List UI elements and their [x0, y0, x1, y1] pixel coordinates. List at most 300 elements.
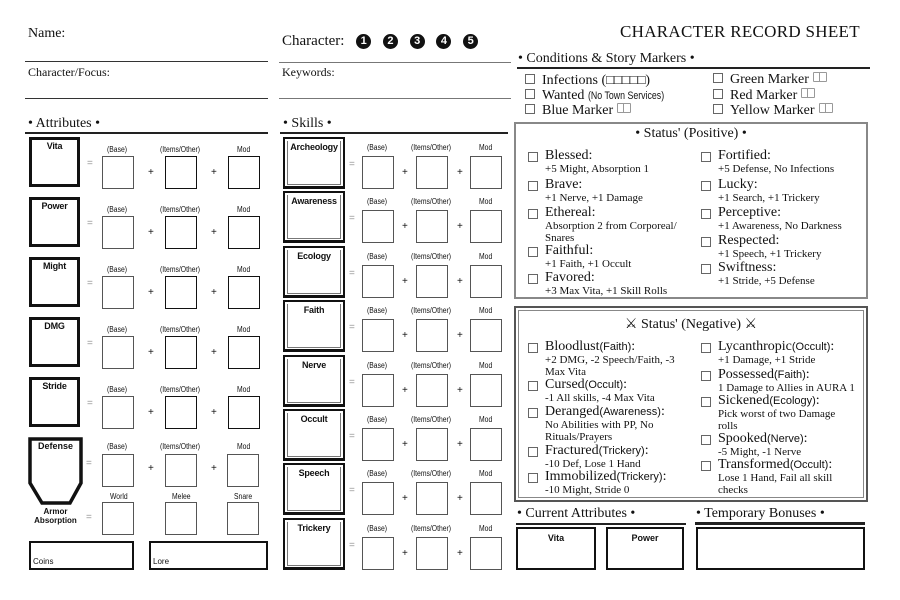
attribute-label: Power	[41, 201, 68, 211]
status-description-2: checks	[718, 484, 748, 496]
skill-items-box[interactable]	[416, 210, 448, 243]
armor-col-world: World	[110, 492, 128, 501]
checkbox[interactable]	[528, 152, 538, 162]
status-skill-tag: (Trickery)	[598, 445, 645, 457]
condition-green-marker[interactable]	[713, 72, 827, 87]
character-number-1[interactable]: 1	[356, 34, 371, 49]
status-description: +1 Speech, +1 Trickery	[718, 248, 822, 260]
armor-label: Armor	[43, 507, 68, 516]
col-items-label: (Items/Other)	[411, 469, 452, 479]
status-name: Deranged(Awareness):	[545, 404, 665, 419]
mod-input-box[interactable]	[228, 276, 260, 309]
checkbox[interactable]	[528, 343, 538, 353]
col-items-label: (Items/Other)	[160, 145, 201, 154]
checkbox[interactable]	[528, 473, 538, 483]
plus-sign: +	[402, 493, 408, 505]
skill-label: Faith	[288, 302, 340, 315]
col-mod-label: Mod	[237, 385, 251, 394]
attributes-title: • Attributes •	[28, 116, 101, 131]
col-base-label: (Base)	[107, 385, 128, 394]
status-description: -10 Might, Stride 0	[545, 484, 630, 496]
paren-close: )	[645, 73, 651, 88]
status-item[interactable]	[701, 432, 866, 458]
equals-sign: =	[86, 458, 92, 469]
items-input-box[interactable]	[165, 396, 197, 429]
plus-sign: +	[148, 167, 154, 178]
col-items-label: (Items/Other)	[411, 523, 452, 533]
status-item[interactable]	[528, 405, 693, 443]
character-number-2[interactable]: 2	[383, 34, 398, 49]
character-selector	[282, 33, 478, 50]
status-name: Fractured(Trickery):	[545, 443, 649, 458]
status-description: -10 Def, Lose 1 Hand	[545, 458, 641, 470]
skill-items-box[interactable]	[416, 156, 448, 189]
defense-label: Defense	[37, 441, 73, 451]
col-items-label: (Items/Other)	[411, 415, 452, 424]
lore-label: Lore	[153, 557, 170, 566]
checkbox[interactable]	[701, 209, 711, 219]
conditions-title: • Conditions & Story Markers •	[518, 51, 695, 66]
skill-items-box[interactable]	[416, 537, 448, 570]
status-name: Immobilized(Trickery):	[545, 469, 667, 484]
mod-input-box[interactable]	[228, 216, 260, 249]
armor-col-snare: Snare	[234, 492, 253, 501]
keywords-label: Keywords:	[282, 65, 335, 79]
attribute-box-3[interactable]	[29, 317, 80, 367]
col-items-label: (Items/Other)	[160, 442, 201, 451]
skill-mod-box[interactable]	[470, 210, 502, 243]
status-description: +2 DMG, -2 Speech/Faith, -3	[545, 354, 675, 366]
armor-world-box[interactable]	[102, 502, 134, 535]
plus-sign: +	[211, 347, 217, 358]
status-item[interactable]	[701, 206, 866, 232]
temporary-bonuses-box[interactable]	[696, 527, 865, 570]
current-attributes-title: • Current Attributes •	[517, 506, 636, 521]
status-skill-tag: (Occult)	[584, 379, 624, 391]
condition-label: Green Marker	[730, 72, 809, 87]
status-item[interactable]	[528, 149, 693, 175]
status-name: Respected:	[718, 233, 780, 248]
base-input-box[interactable]	[102, 156, 134, 189]
status-name: Lucky:	[718, 177, 758, 192]
skill-items-box[interactable]	[416, 374, 448, 407]
status-description: No Abilities with PP, No	[545, 419, 654, 431]
status-item[interactable]	[528, 206, 693, 244]
checkbox[interactable]	[701, 397, 711, 407]
character-label: Character:	[282, 33, 345, 49]
condition-red-marker[interactable]	[713, 88, 815, 103]
status-item[interactable]	[701, 340, 866, 366]
plus-sign: +	[457, 384, 463, 396]
status-item[interactable]	[701, 458, 866, 496]
skill-base-box[interactable]	[362, 210, 394, 243]
col-mod-label: Mod	[479, 143, 493, 152]
checkbox[interactable]	[701, 435, 711, 445]
condition-label: Infections (	[542, 73, 607, 88]
condition-label: Yellow Marker	[730, 103, 815, 118]
skill-items-box[interactable]	[416, 319, 448, 352]
temporary-bonuses-title: • Temporary Bonuses •	[696, 506, 825, 521]
equals-sign: =	[87, 338, 93, 349]
current-power-box[interactable]	[606, 527, 684, 570]
status-skill-tag: (Nerve)	[767, 433, 804, 445]
col-mod-label: Mod	[237, 205, 251, 214]
status-skill-tag: (Trickery)	[616, 471, 663, 483]
col-items-label: (Items/Other)	[411, 197, 452, 207]
status-description: +5 Might, Absorption 1	[545, 163, 649, 175]
plus-sign: +	[148, 463, 154, 474]
checkbox[interactable]	[525, 89, 535, 99]
status-item[interactable]	[528, 470, 693, 496]
col-mod-label: Mod	[479, 523, 493, 533]
condition-label: Red Marker	[730, 88, 798, 103]
status-description: +1 Stride, +5 Defense	[718, 275, 815, 287]
skill-mod-box[interactable]	[470, 265, 502, 298]
condition-wanted[interactable]	[525, 88, 683, 104]
condition-infections[interactable]	[525, 72, 650, 88]
col-mod-label: Mod	[479, 306, 493, 316]
status-item[interactable]	[528, 378, 693, 404]
checkbox[interactable]	[528, 274, 538, 284]
skills-title: • Skills •	[283, 116, 332, 131]
status-skill-tag: (Occult)	[791, 341, 831, 353]
items-input-box[interactable]	[165, 276, 197, 309]
checkbox[interactable]	[528, 408, 538, 418]
armor-snare-box[interactable]	[227, 502, 259, 535]
keywords-line[interactable]	[279, 98, 511, 99]
status-item[interactable]	[701, 178, 866, 204]
checkbox[interactable]	[525, 74, 535, 84]
skill-base-box[interactable]	[362, 482, 394, 515]
status-item[interactable]	[701, 234, 866, 260]
equals-sign: =	[349, 485, 355, 497]
skill-label: Awareness	[288, 193, 340, 206]
status-description: +1 Faith, +1 Occult	[545, 258, 632, 270]
defense-mod-box[interactable]	[227, 454, 259, 487]
plus-sign: +	[402, 275, 408, 287]
base-input-box[interactable]	[102, 216, 134, 249]
skill-base-box[interactable]	[362, 374, 394, 407]
attribute-label: Stride	[42, 381, 67, 391]
col-items-label: (Items/Other)	[160, 205, 201, 214]
checkbox[interactable]	[528, 247, 538, 257]
plus-sign: +	[211, 167, 217, 178]
items-input-box[interactable]	[165, 336, 197, 369]
current-attributes-divider	[516, 523, 686, 525]
col-mod-label: Mod	[237, 442, 251, 451]
mod-input-box[interactable]	[228, 336, 260, 369]
status-description: +1 Damage, +1 Stride	[718, 354, 816, 366]
equals-sign: =	[349, 159, 355, 170]
col-base-label: (Base)	[367, 143, 388, 152]
checkbox[interactable]	[701, 343, 711, 353]
plus-sign: +	[148, 347, 154, 358]
skill-mod-box[interactable]	[470, 428, 502, 461]
checkbox[interactable]	[701, 181, 711, 191]
skill-box-3[interactable]	[283, 300, 345, 352]
plus-sign: +	[402, 167, 408, 178]
character-number-4[interactable]: 4	[436, 34, 451, 49]
skill-box-6[interactable]	[283, 463, 345, 515]
items-input-box[interactable]	[165, 156, 197, 189]
attributes-divider	[25, 132, 268, 134]
defense-items-box[interactable]	[165, 454, 197, 487]
lore-box[interactable]	[149, 541, 268, 570]
plus-sign: +	[457, 547, 463, 559]
status-name: Brave:	[545, 177, 583, 192]
col-base-label: (Base)	[367, 523, 388, 533]
name-label: Name:	[28, 26, 66, 41]
mod-input-box[interactable]	[228, 156, 260, 189]
col-base-label: (Base)	[367, 415, 388, 424]
status-skill-tag: (Occult)	[789, 459, 829, 471]
checkbox[interactable]	[528, 181, 538, 191]
status-skill-tag: (Faith)	[599, 341, 632, 353]
plus-sign: +	[457, 221, 463, 233]
mod-input-box[interactable]	[228, 396, 260, 429]
current-vita-label: Vita	[547, 533, 565, 543]
status-item[interactable]	[528, 244, 693, 270]
skill-mod-box[interactable]	[470, 156, 502, 189]
status-name: Favored:	[545, 270, 595, 285]
defense-base-box[interactable]	[102, 454, 134, 487]
col-items-label: (Items/Other)	[411, 143, 452, 152]
condition-label: Wanted	[542, 88, 588, 103]
character-line	[279, 62, 511, 63]
status-item[interactable]	[701, 261, 866, 287]
equals-sign: =	[87, 218, 93, 229]
skill-base-box[interactable]	[362, 537, 394, 570]
col-mod-label: Mod	[479, 360, 493, 370]
status-skill-tag: (Awareness)	[599, 406, 661, 418]
status-item[interactable]	[701, 368, 866, 394]
checkbox[interactable]	[701, 237, 711, 247]
plus-sign: +	[402, 439, 408, 450]
status-description: -5 Might, -1 Nerve	[718, 446, 802, 458]
checkbox[interactable]	[713, 73, 723, 83]
attribute-label: Vita	[46, 141, 63, 151]
status-negative-panel	[514, 306, 868, 502]
checkbox[interactable]	[701, 461, 711, 471]
plus-sign: +	[148, 287, 154, 298]
status-name: Possessed(Faith):	[718, 367, 810, 382]
skill-base-box[interactable]	[362, 428, 394, 461]
skill-box-2[interactable]	[283, 246, 345, 298]
absorption-label: Absorption	[34, 516, 77, 525]
attribute-box-0[interactable]	[29, 137, 80, 187]
status-name: Swiftness:	[718, 260, 777, 275]
condition-yellow-marker[interactable]	[713, 103, 833, 118]
plus-sign: +	[402, 330, 408, 342]
equals-sign: =	[349, 267, 355, 279]
col-items-label: (Items/Other)	[411, 251, 452, 261]
skill-box-0[interactable]	[283, 137, 345, 189]
skill-box-1[interactable]	[283, 191, 345, 243]
skills-divider	[280, 132, 508, 134]
col-mod-label: Mod	[237, 265, 251, 274]
character-number-3[interactable]: 3	[410, 34, 425, 49]
book-icon	[617, 103, 631, 113]
col-base-label: (Base)	[107, 205, 128, 214]
condition-blue-marker[interactable]	[525, 103, 631, 118]
plus-sign: +	[211, 407, 217, 418]
plus-sign: +	[457, 439, 463, 450]
checkbox[interactable]	[713, 104, 723, 114]
col-items-label: (Items/Other)	[411, 306, 452, 316]
focus-label: Character/Focus:	[28, 65, 110, 79]
plus-sign: +	[211, 463, 217, 474]
checkbox[interactable]	[525, 104, 535, 114]
col-base-label: (Base)	[367, 360, 388, 370]
temporary-bonuses-divider	[695, 522, 865, 525]
skill-items-box[interactable]	[416, 265, 448, 298]
equals-sign: =	[87, 398, 93, 409]
status-item[interactable]	[528, 340, 693, 378]
checkbox[interactable]	[701, 371, 711, 381]
base-input-box[interactable]	[102, 396, 134, 429]
equals-sign: =	[349, 431, 355, 442]
armor-absorption-label	[28, 507, 83, 525]
plus-sign: +	[402, 547, 408, 559]
col-items-label: (Items/Other)	[160, 265, 201, 274]
skill-label: Trickery	[288, 520, 340, 533]
coins-label: Coins	[33, 557, 54, 566]
checkbox[interactable]	[701, 152, 711, 162]
col-mod-label: Mod	[237, 325, 251, 334]
status-name: Sickened(Ecology):	[718, 393, 820, 408]
equals-sign: =	[349, 539, 355, 551]
checkbox[interactable]	[701, 264, 711, 274]
equals-sign: =	[349, 213, 355, 225]
skill-box-7[interactable]	[283, 518, 345, 570]
base-input-box[interactable]	[102, 276, 134, 309]
status-negative-title: ⚔ Status' (Negative) ⚔	[624, 317, 758, 332]
skill-box-5[interactable]	[283, 409, 345, 461]
skill-mod-box[interactable]	[470, 374, 502, 407]
status-description: +3 Max Vita, +1 Skill Rolls	[545, 285, 668, 297]
status-name: Perceptive:	[718, 205, 781, 220]
skill-mod-box[interactable]	[470, 537, 502, 570]
skill-base-box[interactable]	[362, 319, 394, 352]
infection-counter-boxes[interactable]: □□□□□	[606, 72, 646, 87]
status-description: +1 Search, +1 Trickery	[718, 192, 820, 204]
status-name: Blessed:	[545, 148, 593, 163]
skill-label: Archeology	[288, 139, 340, 152]
col-items-label: (Items/Other)	[160, 385, 201, 394]
status-item[interactable]	[528, 178, 693, 204]
status-description: Lose 1 Hand, Fail all skill	[718, 472, 833, 484]
skill-mod-box[interactable]	[470, 482, 502, 515]
book-icon	[819, 103, 833, 113]
col-mod-label: Mod	[479, 415, 493, 424]
skill-label: Nerve	[288, 357, 340, 370]
checkbox[interactable]	[528, 447, 538, 457]
col-base-label: (Base)	[107, 145, 128, 154]
skill-base-box[interactable]	[362, 265, 394, 298]
checkbox[interactable]	[713, 89, 723, 99]
equals-sign: =	[86, 512, 92, 523]
status-name: Bloodlust(Faith):	[545, 339, 636, 354]
name-line[interactable]	[25, 61, 268, 62]
status-description-2: rolls	[718, 420, 738, 432]
skill-items-box[interactable]	[416, 482, 448, 515]
col-base-label: (Base)	[107, 442, 128, 451]
status-name: Fortified:	[718, 148, 771, 163]
plus-sign: +	[211, 227, 217, 238]
base-input-box[interactable]	[102, 336, 134, 369]
checkbox[interactable]	[528, 381, 538, 391]
status-name: Transformed(Occult):	[718, 457, 833, 472]
plus-sign: +	[148, 407, 154, 418]
col-items-label: (Items/Other)	[411, 360, 452, 370]
armor-melee-box[interactable]	[165, 502, 197, 535]
status-description: -1 All skills, -4 Max Vita	[545, 392, 655, 404]
status-item[interactable]	[528, 444, 693, 470]
plus-sign: +	[457, 275, 463, 287]
status-description: +5 Defense, No Infections	[718, 163, 835, 175]
character-number-5[interactable]: 5	[463, 34, 478, 49]
status-skill-tag: (Faith)	[774, 369, 806, 381]
attribute-box-1[interactable]	[29, 197, 80, 247]
status-positive-panel	[514, 122, 868, 299]
skill-label: Speech	[288, 465, 340, 478]
attribute-box-2[interactable]	[29, 257, 80, 307]
col-base-label: (Base)	[367, 251, 388, 261]
wanted-note: (No Town Services)	[587, 90, 665, 102]
plus-sign: +	[402, 221, 408, 233]
status-description-2: Max Vita	[545, 366, 586, 378]
book-icon	[813, 72, 827, 82]
skill-box-4[interactable]	[283, 355, 345, 407]
status-description: 1 Damage to Allies in AURA 1	[718, 382, 855, 394]
attribute-box-4[interactable]	[29, 377, 80, 427]
focus-line[interactable]	[25, 98, 268, 99]
items-input-box[interactable]	[165, 216, 197, 249]
attribute-label: Might	[43, 261, 66, 271]
plus-sign: +	[211, 287, 217, 298]
status-description: +1 Nerve, +1 Damage	[545, 192, 643, 204]
status-name: Ethereal:	[545, 205, 596, 220]
plus-sign: +	[457, 330, 463, 342]
book-icon	[801, 88, 815, 98]
status-name: Spooked(Nerve):	[718, 431, 808, 446]
col-base-label: (Base)	[367, 197, 388, 207]
col-base-label: (Base)	[107, 265, 128, 274]
plus-sign: +	[148, 227, 154, 238]
col-mod-label: Mod	[237, 145, 251, 154]
col-items-label: (Items/Other)	[160, 325, 201, 334]
skill-items-box[interactable]	[416, 428, 448, 461]
skill-mod-box[interactable]	[470, 319, 502, 352]
status-item[interactable]	[701, 394, 866, 432]
skill-label: Occult	[288, 411, 340, 424]
col-mod-label: Mod	[479, 251, 493, 261]
checkbox[interactable]	[528, 209, 538, 219]
current-vita-box[interactable]	[516, 527, 596, 570]
equals-sign: =	[349, 322, 355, 334]
plus-sign: +	[457, 167, 463, 178]
status-item[interactable]	[528, 271, 693, 297]
status-item[interactable]	[701, 149, 866, 175]
skill-base-box[interactable]	[362, 156, 394, 189]
skill-label: Ecology	[288, 248, 340, 261]
coins-box[interactable]	[29, 541, 134, 570]
armor-col-melee: Melee	[172, 492, 191, 501]
status-skill-tag: (Ecology)	[769, 395, 816, 407]
status-description: +1 Awareness, No Darkness	[718, 220, 842, 232]
status-description-2: Rituals/Prayers	[545, 431, 613, 443]
status-name: Cursed(Occult):	[545, 377, 628, 392]
